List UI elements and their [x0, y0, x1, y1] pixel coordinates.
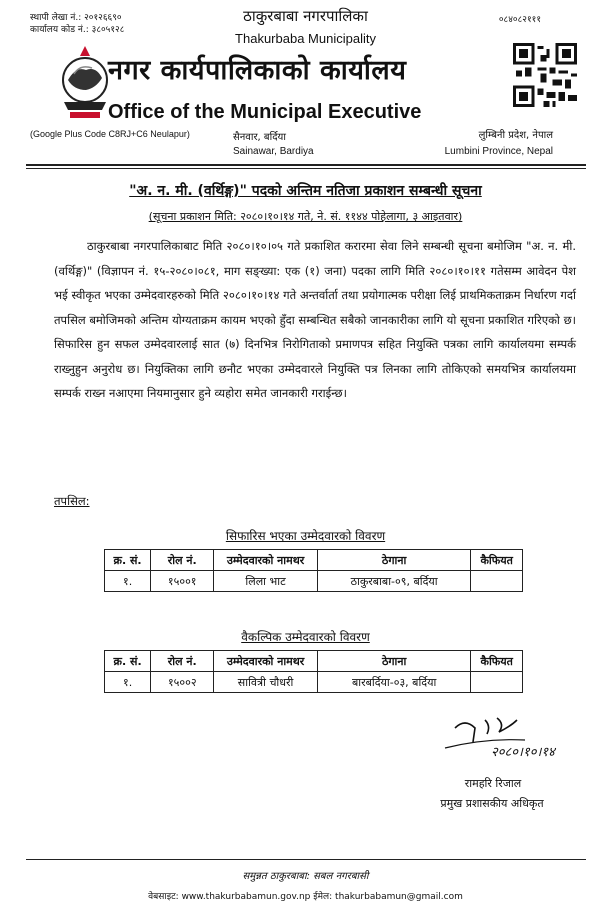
municipality-name-en: Thakurbaba Municipality [235, 31, 376, 46]
phone-number: ०८४०८२१११ [498, 15, 541, 25]
office-title-en: Office of the Municipal Executive [108, 101, 422, 123]
col-address: ठेगाना [317, 550, 471, 571]
municipality-name-np: ठाकुरबाबा नगरपालिका [243, 7, 368, 25]
qr-code-icon [513, 43, 577, 107]
table-row [105, 571, 523, 592]
header-divider [26, 164, 586, 166]
notice-body: ठाकुरबाबा नगरपालिकाबाट मिति २०८०।१०।०५ गते प्रकाशित करारमा सेवा लिने सम्बन्धी सूचना बमोजिम "अ. न. मी. (वर्थिङ्ग)" (विज्ञापन नं. १५-२०८०।०८१, माग सङ्ख्या: एक (१) जना) पदका लागि मिति २०८०।१०।११ गतेसम्म आवेदन पेश भई स्वीकृत भएका उम्मेदवारहरुको मिति २०८०।१०।१४ गते अन्तर्वार्ता तथा प्रयोगात्मक परीक्षा लिई प्राथमिकताक्रम निर्धारण गर्दा तपसिल बमोजिमको अन्तिम योग्यताक्रम कायम भएको हुँदा सम्बन्धित सबैको जानकारीका लागि यो सूचना प्रकाशित गरिएको छ। सिफारिस हुन सफल उम्मेदवारलाई सात (७) दिनभित्र निरोगिताको प्रमाणपत्र सहित नियुक्ति पत्रका लागि कार्यालयमा सम्पर्क राख्नुहुन अनुरोध छ। नियुक्तिका लागि छनौट भएका उम्मेदवारले नियुक्ति पत्र लिनका लागि तोकिएको समयभित्र कार्यालयमा सम्पर्क राख्न नआएमा नियमानुसार हुने व्यहोरा समेत जानकारी गराईन्छ। [54, 239, 576, 400]
handwritten-signature [425, 710, 575, 770]
table-header-row [105, 550, 523, 571]
col-roll: रोल नं. [151, 550, 214, 571]
province-np: लुम्बिनी प्रदेश, नेपाल [478, 130, 553, 141]
cell-address: बारबर्दिया-०३, बर्दिया [317, 672, 471, 693]
tapsil-label: तपसिल: [54, 494, 90, 508]
notice-subtitle: (सूचना प्रकाशन मिति: २०८०।१०।१४ गते, ने. सं. ११४४ पोहेलागा, ३ आइतवार) [148, 210, 463, 223]
col-address: ठेगाना [317, 651, 471, 672]
col-serial: क्र. सं. [105, 550, 151, 571]
footer-slogan: समुन्नत ठाकुरबाबा: सबल नगरबासी [242, 871, 369, 882]
registration-number: स्थापी लेखा नं.: २०१२६६९० [30, 13, 122, 23]
cell-remarks [471, 672, 523, 693]
province-en: Lumbini Province, Nepal [444, 146, 553, 157]
col-roll: रोल नं. [151, 651, 214, 672]
col-remarks: कैफियत [471, 550, 523, 571]
footer-divider [26, 859, 586, 860]
alternate-table-caption: वैकल्पिक उम्मेदवारको विवरण [241, 630, 370, 644]
signatory-name: रामहरि रिजाल [464, 777, 522, 790]
cell-address: ठाकुरबाबा-०९, बर्दिया [317, 571, 471, 592]
cell-serial: १. [105, 672, 151, 693]
signatory-title: प्रमुख प्रशासकीय अधिकृत [440, 797, 544, 810]
footer-contact: वेबसाइट: www.thakurbabamun.gov.np ईमेल: thakurbabamun@gmail.com [148, 892, 463, 902]
office-code: कार्यालय कोड नं.: ३८०५१२८ [30, 25, 125, 35]
cell-name: लिला भाट [214, 571, 318, 592]
col-remarks: कैफियत [471, 651, 523, 672]
table-header-row [105, 651, 523, 672]
cell-serial: १. [105, 571, 151, 592]
recommended-candidates-table [104, 549, 523, 592]
nepal-emblem-icon [56, 44, 114, 124]
col-name: उम्मेदवारको नामथर [214, 651, 318, 672]
col-serial: क्र. सं. [105, 651, 151, 672]
address-en: Sainawar, Bardiya [233, 146, 314, 157]
cell-roll: १५००२ [151, 672, 214, 693]
cell-name: सावित्री चौधरी [214, 672, 318, 693]
office-title-np: नगर कार्यपालिकाको कार्यालय [108, 55, 407, 86]
col-name: उम्मेदवारको नामथर [214, 550, 318, 571]
cell-roll: १५००१ [151, 571, 214, 592]
recommended-table-caption: सिफारिस भएका उम्मेदवारको विवरण [225, 529, 386, 543]
alternate-candidates-table [104, 650, 523, 693]
table-row [105, 672, 523, 693]
cell-remarks [471, 571, 523, 592]
signature-date: २०८०।१०।१४ [491, 745, 555, 760]
notice-title: "अ. न. मी. (वर्थिङ्ग)" पदको अन्तिम नतिजा प्रकाशन सम्बन्धी सूचना [129, 183, 482, 199]
address-np: सैनवार, बर्दिया [233, 132, 286, 143]
header-divider-thin [26, 168, 586, 169]
google-plus-code: (Google Plus Code C8RJ+C6 Neulapur) [30, 129, 190, 139]
